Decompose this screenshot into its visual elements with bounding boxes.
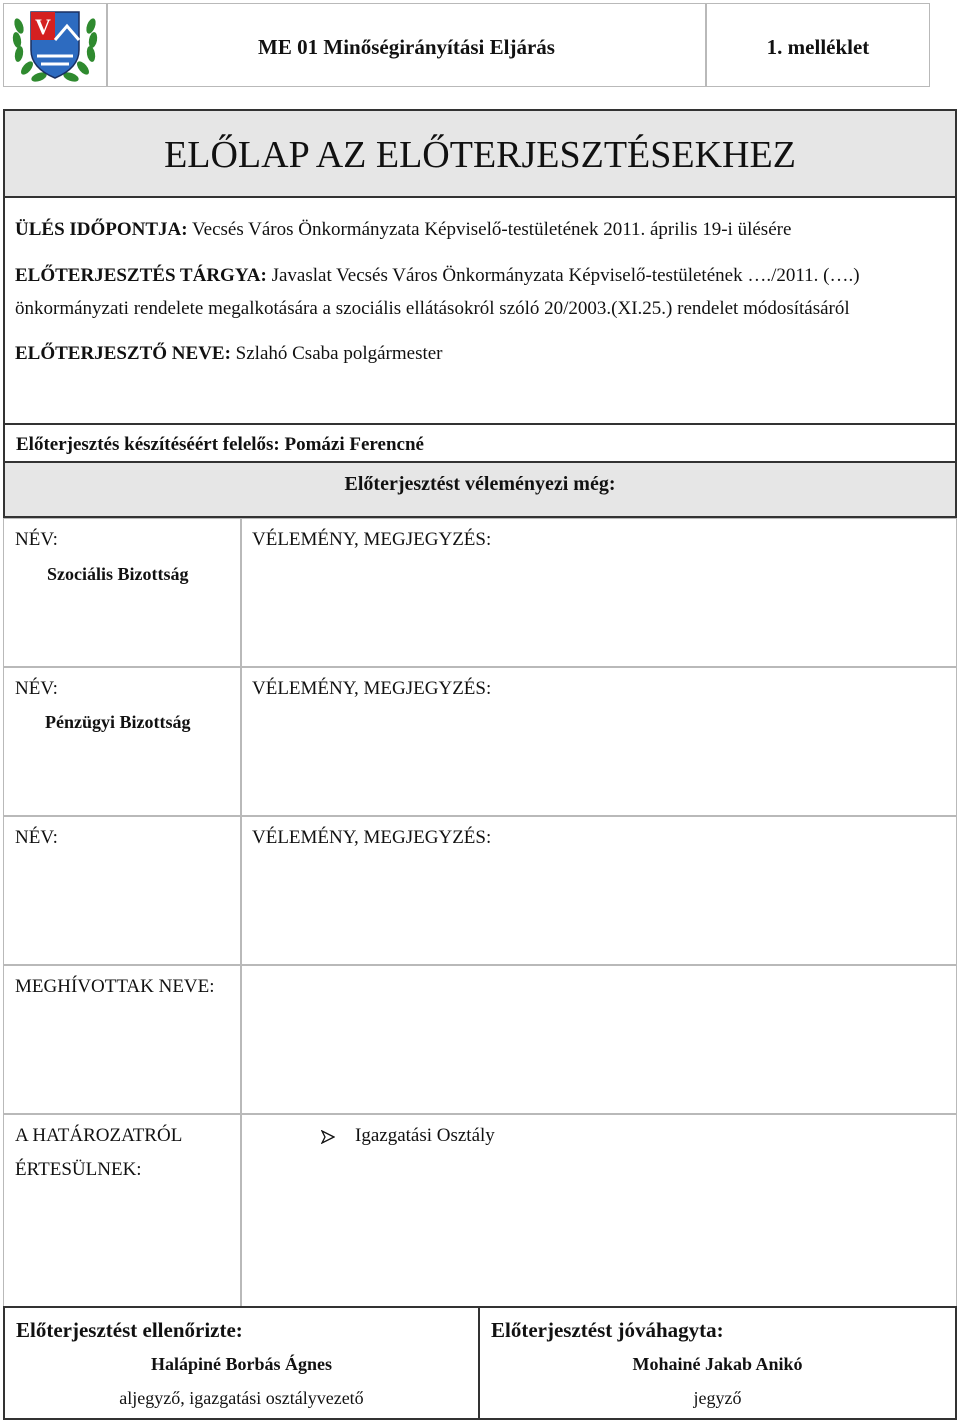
- opinion-comment-label: VÉLEMÉNY, MEGJEGYZÉS:: [252, 827, 492, 848]
- opinion-name-value: Pénzügyi Bizottság: [45, 712, 191, 732]
- opinion-comment-cell-3[interactable]: [241, 816, 957, 965]
- signature-title: Előterjesztést jóváhagyta:: [491, 1318, 724, 1342]
- opinion-name-label: NÉV:: [15, 827, 58, 848]
- meeting-date-label: ÜLÉS IDŐPONTJA:: [15, 219, 188, 240]
- signature-title: Előterjesztést ellenőrizte:: [16, 1318, 243, 1342]
- invited-label-cell: [3, 965, 241, 1114]
- subject-label: ELŐTERJESZTÉS TÁRGYA:: [15, 265, 267, 286]
- annex-label: 1. melléklet: [766, 35, 870, 59]
- opinion-name-cell-2: [3, 667, 241, 816]
- invited-value-cell[interactable]: [241, 965, 957, 1114]
- notify-list-cell: [241, 1114, 957, 1307]
- signature-name: Halápiné Borbás Ágnes: [150, 1354, 333, 1374]
- notify-label-line1: A HATÁROZATRÓL: [15, 1125, 183, 1146]
- header-logo-cell: [3, 3, 107, 87]
- notify-item-text: Igazgatási Osztály: [355, 1125, 495, 1146]
- arrowhead-bullet-icon: [321, 1130, 335, 1144]
- opinion-comment-cell-1[interactable]: [241, 518, 957, 667]
- meeting-date: [15, 219, 791, 241]
- signature-name: Mohainé Jakab Anikó: [632, 1354, 803, 1374]
- opinions-header: [3, 461, 957, 518]
- signature-role: aljegyző, igazgatási osztályvezető: [119, 1388, 364, 1408]
- header-title-cell: [107, 3, 706, 87]
- meeting-date-value: Vecsés Város Önkormányzata Képviselő-testületének 2011. április 19-i ülésére: [187, 219, 792, 240]
- coat-of-arms-logo: [7, 6, 103, 86]
- opinion-name-value: Szociális Bizottság: [47, 564, 189, 584]
- opinion-comment-cell-2[interactable]: [241, 667, 957, 816]
- procedure-title: ME 01 Minőségirányítási Eljárás: [258, 35, 555, 59]
- opinion-name-cell-1: [3, 518, 241, 667]
- subject-value-line1: Javaslat Vecsés Város Önkormányzata Képviselő-testületének …./2011. (….): [266, 265, 860, 286]
- responsible-value: Pomázi Ferencné: [279, 434, 424, 455]
- responsible-row: [3, 423, 957, 463]
- invited-label: MEGHÍVOTTAK NEVE:: [15, 976, 215, 997]
- opinions-header-text: Előterjesztést véleményezi még:: [344, 473, 616, 495]
- header-annex-cell: [706, 3, 930, 87]
- opinion-name-label: NÉV:: [15, 529, 58, 550]
- notify-label-line2: ÉRTESÜLNEK:: [15, 1159, 142, 1180]
- presenter-label: ELŐTERJESZTŐ NEVE:: [15, 343, 231, 364]
- banner: [5, 111, 955, 198]
- responsible-text: [16, 434, 424, 456]
- subject: [15, 265, 860, 287]
- opinion-name-label: NÉV:: [15, 678, 58, 699]
- signature-cell-approved: [478, 1306, 957, 1420]
- svg-text:V: V: [35, 14, 51, 39]
- opinion-name-cell-3: [3, 816, 241, 965]
- presenter-value: Szlahó Csaba polgármester: [230, 343, 443, 364]
- signature-role: jegyző: [693, 1388, 742, 1408]
- presenter: [15, 343, 443, 365]
- opinion-comment-label: VÉLEMÉNY, MEGJEGYZÉS:: [252, 529, 492, 550]
- notify-label-cell: [3, 1114, 241, 1307]
- subject-line2: önkormányzati rendelete megalkotására a szociális ellátásokról szóló 20/2003.(XI.25.) rendelet módosításáról: [15, 298, 850, 319]
- responsible-label: Előterjesztés készítéséért felelős:: [16, 434, 280, 455]
- opinion-comment-label: VÉLEMÉNY, MEGJEGYZÉS:: [252, 678, 492, 699]
- signature-cell-checked: [3, 1306, 480, 1420]
- banner-title: ELŐLAP AZ ELŐTERJESZTÉSEKHEZ: [164, 134, 796, 176]
